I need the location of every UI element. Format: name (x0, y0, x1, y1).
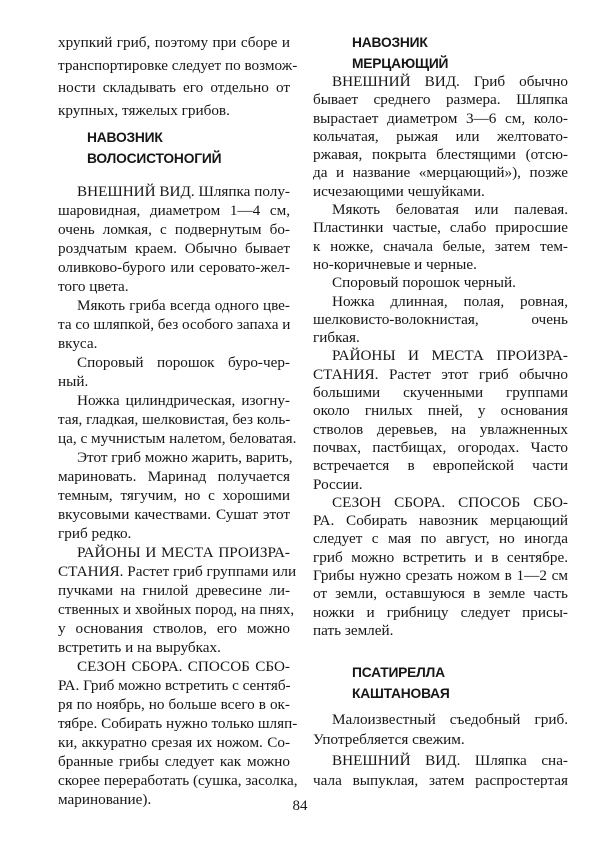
text-line: СТАНИЯ. Растет этот гриб обычно (313, 365, 568, 383)
text-line: кольчатая, рыжая или желтовато- (313, 127, 568, 145)
text-line: Споровый порошок черный. (332, 274, 516, 292)
text-line: встретить и на вырубках. (58, 639, 221, 656)
text-line: мариновать. Маринад получается (58, 468, 290, 485)
text-line: от земли, оставшуюся в земле часть (313, 585, 568, 603)
text-line: роздчатым краем. Обычно бывает (58, 240, 290, 257)
text-line: ножки и грибницу следует присы- (313, 603, 568, 621)
text-line: тая, гладкая, шелковистая, без коль- (58, 411, 291, 428)
text-line: СЕЗОН СБОРА. СПОСОБ СБО- (77, 658, 290, 675)
text-line: вкуса. (58, 335, 98, 352)
text-line: тябре. Собирать нужно только шляп- (58, 715, 298, 732)
text-line: Этот гриб можно жарить, варить, (77, 449, 293, 466)
text-line: да и название «мерцающий»), позже (313, 164, 568, 182)
text-line: Ножка длинная, полая, ровная, (332, 292, 568, 310)
text-line: того цвета. (58, 278, 129, 295)
text-line: России. (313, 475, 363, 493)
text-line: ПСАТИРЕЛЛА (352, 665, 445, 680)
text-line: МЕРЦАЮЩИЙ (352, 56, 449, 71)
text-line: транспортировке следует по возмож- (58, 56, 298, 74)
text-line: ВОЛОСИСТОНОГИЙ (87, 151, 222, 166)
text-line: у основания стволов, его можно (58, 620, 290, 637)
text-line: ности складывать его отдельно от (58, 79, 290, 96)
text-line: гибкая. (313, 329, 360, 347)
text-line: НАВОЗНИК (352, 35, 428, 50)
text-line: НАВОЗНИК (87, 130, 163, 145)
section-heading-navoznik-mertsayushchiy (352, 32, 448, 74)
text-line: пать землей. (313, 621, 394, 639)
text-line: СЕЗОН СБОРА. СПОСОБ СБО- (332, 493, 568, 511)
text-line: гриб можно встретить и в сентябре. (313, 548, 568, 566)
text-line: ки, аккуратно срезая их ножом. Со- (58, 734, 290, 751)
text-line: Мякоть беловатая или палевая. (332, 201, 568, 219)
text-line: РАЙОНЫ И МЕСТА ПРОИЗРА- (332, 347, 568, 365)
text-line: темным, тягучим, но с хорошими (58, 487, 290, 504)
text-line: чала выпуклая, затем распростертая (313, 771, 568, 789)
text-line: следует с мая по август, но иногда (313, 530, 568, 548)
text-line: Пластинки частые, слабо приросшие (313, 219, 568, 237)
text-line: пучками на гнилой древесине ли- (58, 582, 290, 599)
left-body-text (58, 182, 298, 809)
text-line: гриб редко. (58, 525, 132, 542)
text-line: маринование). (58, 791, 152, 808)
text-line: Малоизвестный съедобный гриб. (332, 711, 568, 728)
right-body-text (313, 73, 568, 640)
text-line: оливково-бурого или серовато-жел- (58, 259, 290, 276)
page-number: 84 (292, 798, 308, 814)
section-heading-navoznik-volosistonogiy (87, 127, 221, 169)
text-line: встречается в европейской части (313, 457, 568, 475)
text-line: большими скученными группами (313, 384, 568, 402)
text-line: около гнилых пней, у основания (313, 402, 568, 420)
text-line: исчезающими чешуйками. (313, 182, 485, 200)
text-line: очень ломкая, с подвернутым бо- (58, 221, 290, 238)
text-line: скорее переработать (сушка, засолка, (58, 772, 298, 789)
text-line: Употребляется свежим. (313, 731, 465, 749)
text-line: ржавая, покрыта блестящими (отсю- (313, 146, 568, 164)
text-line: шелковисто-волокнистая, очень (313, 310, 568, 328)
text-line: ВНЕШНИЙ ВИД. Шляпка полу- (77, 183, 290, 200)
text-line: ный. (58, 373, 89, 390)
text-line: РА. Собирать навозник мерцающий (313, 512, 568, 530)
text-line: ВНЕШНИЙ ВИД. Шляпка сна- (332, 751, 568, 769)
right-body-text-2 (313, 710, 568, 791)
text-line: ственных и хвойных пород, на пнях, (58, 601, 295, 618)
text-line: вырастает диаметром 3—6 см, коло- (313, 109, 568, 127)
text-line: Грибы нужно срезать ножом в 1—2 см (313, 567, 568, 585)
text-line: РА. Гриб можно встретить с сентяб- (58, 677, 291, 694)
text-line: бывает среднего размера. Шляпка (313, 91, 568, 109)
section-heading-psatirella-kashtanovaya (352, 662, 450, 704)
text-line: шаровидная, диаметром 1—4 см, (58, 202, 290, 219)
text-line: КАШТАНОВАЯ (352, 686, 450, 701)
text-line: ВНЕШНИЙ ВИД. Гриб обычно (332, 73, 568, 90)
text-line: хрупкий гриб, поэтому при сборе и (58, 34, 290, 51)
text-line: та со шляпкой, без особого запаха и (58, 316, 291, 333)
text-line: Мякоть гриба всегда одного цве- (77, 297, 290, 314)
text-line: вкусовыми качествами. Сушат этот (58, 506, 290, 523)
text-line: к ножке, сначала белые, затем тем- (313, 237, 568, 255)
text-line: Споровый порошок буро-чер- (77, 354, 290, 371)
text-line: ря по ноябрь, но больше всего в ок- (58, 696, 290, 713)
text-line: почвах, пастбищах, огородах. Часто (313, 438, 568, 456)
text-line: крупных, тяжелых грибов. (58, 101, 230, 119)
text-line: РАЙОНЫ И МЕСТА ПРОИЗРА- (77, 544, 290, 561)
text-line: но-коричневые и черные. (313, 255, 477, 273)
text-line: СТАНИЯ. Растет гриб группами или (58, 563, 297, 580)
text-line: бранные грибы следует как можно (58, 753, 290, 770)
text-line: Ножка цилиндрическая, изогну- (77, 392, 290, 409)
left-intro-paragraph (58, 32, 298, 122)
text-line: стволов деревьев, на увлажненных (313, 420, 568, 438)
text-line: ца, с мучнистым налетом, беловатая. (58, 430, 297, 447)
